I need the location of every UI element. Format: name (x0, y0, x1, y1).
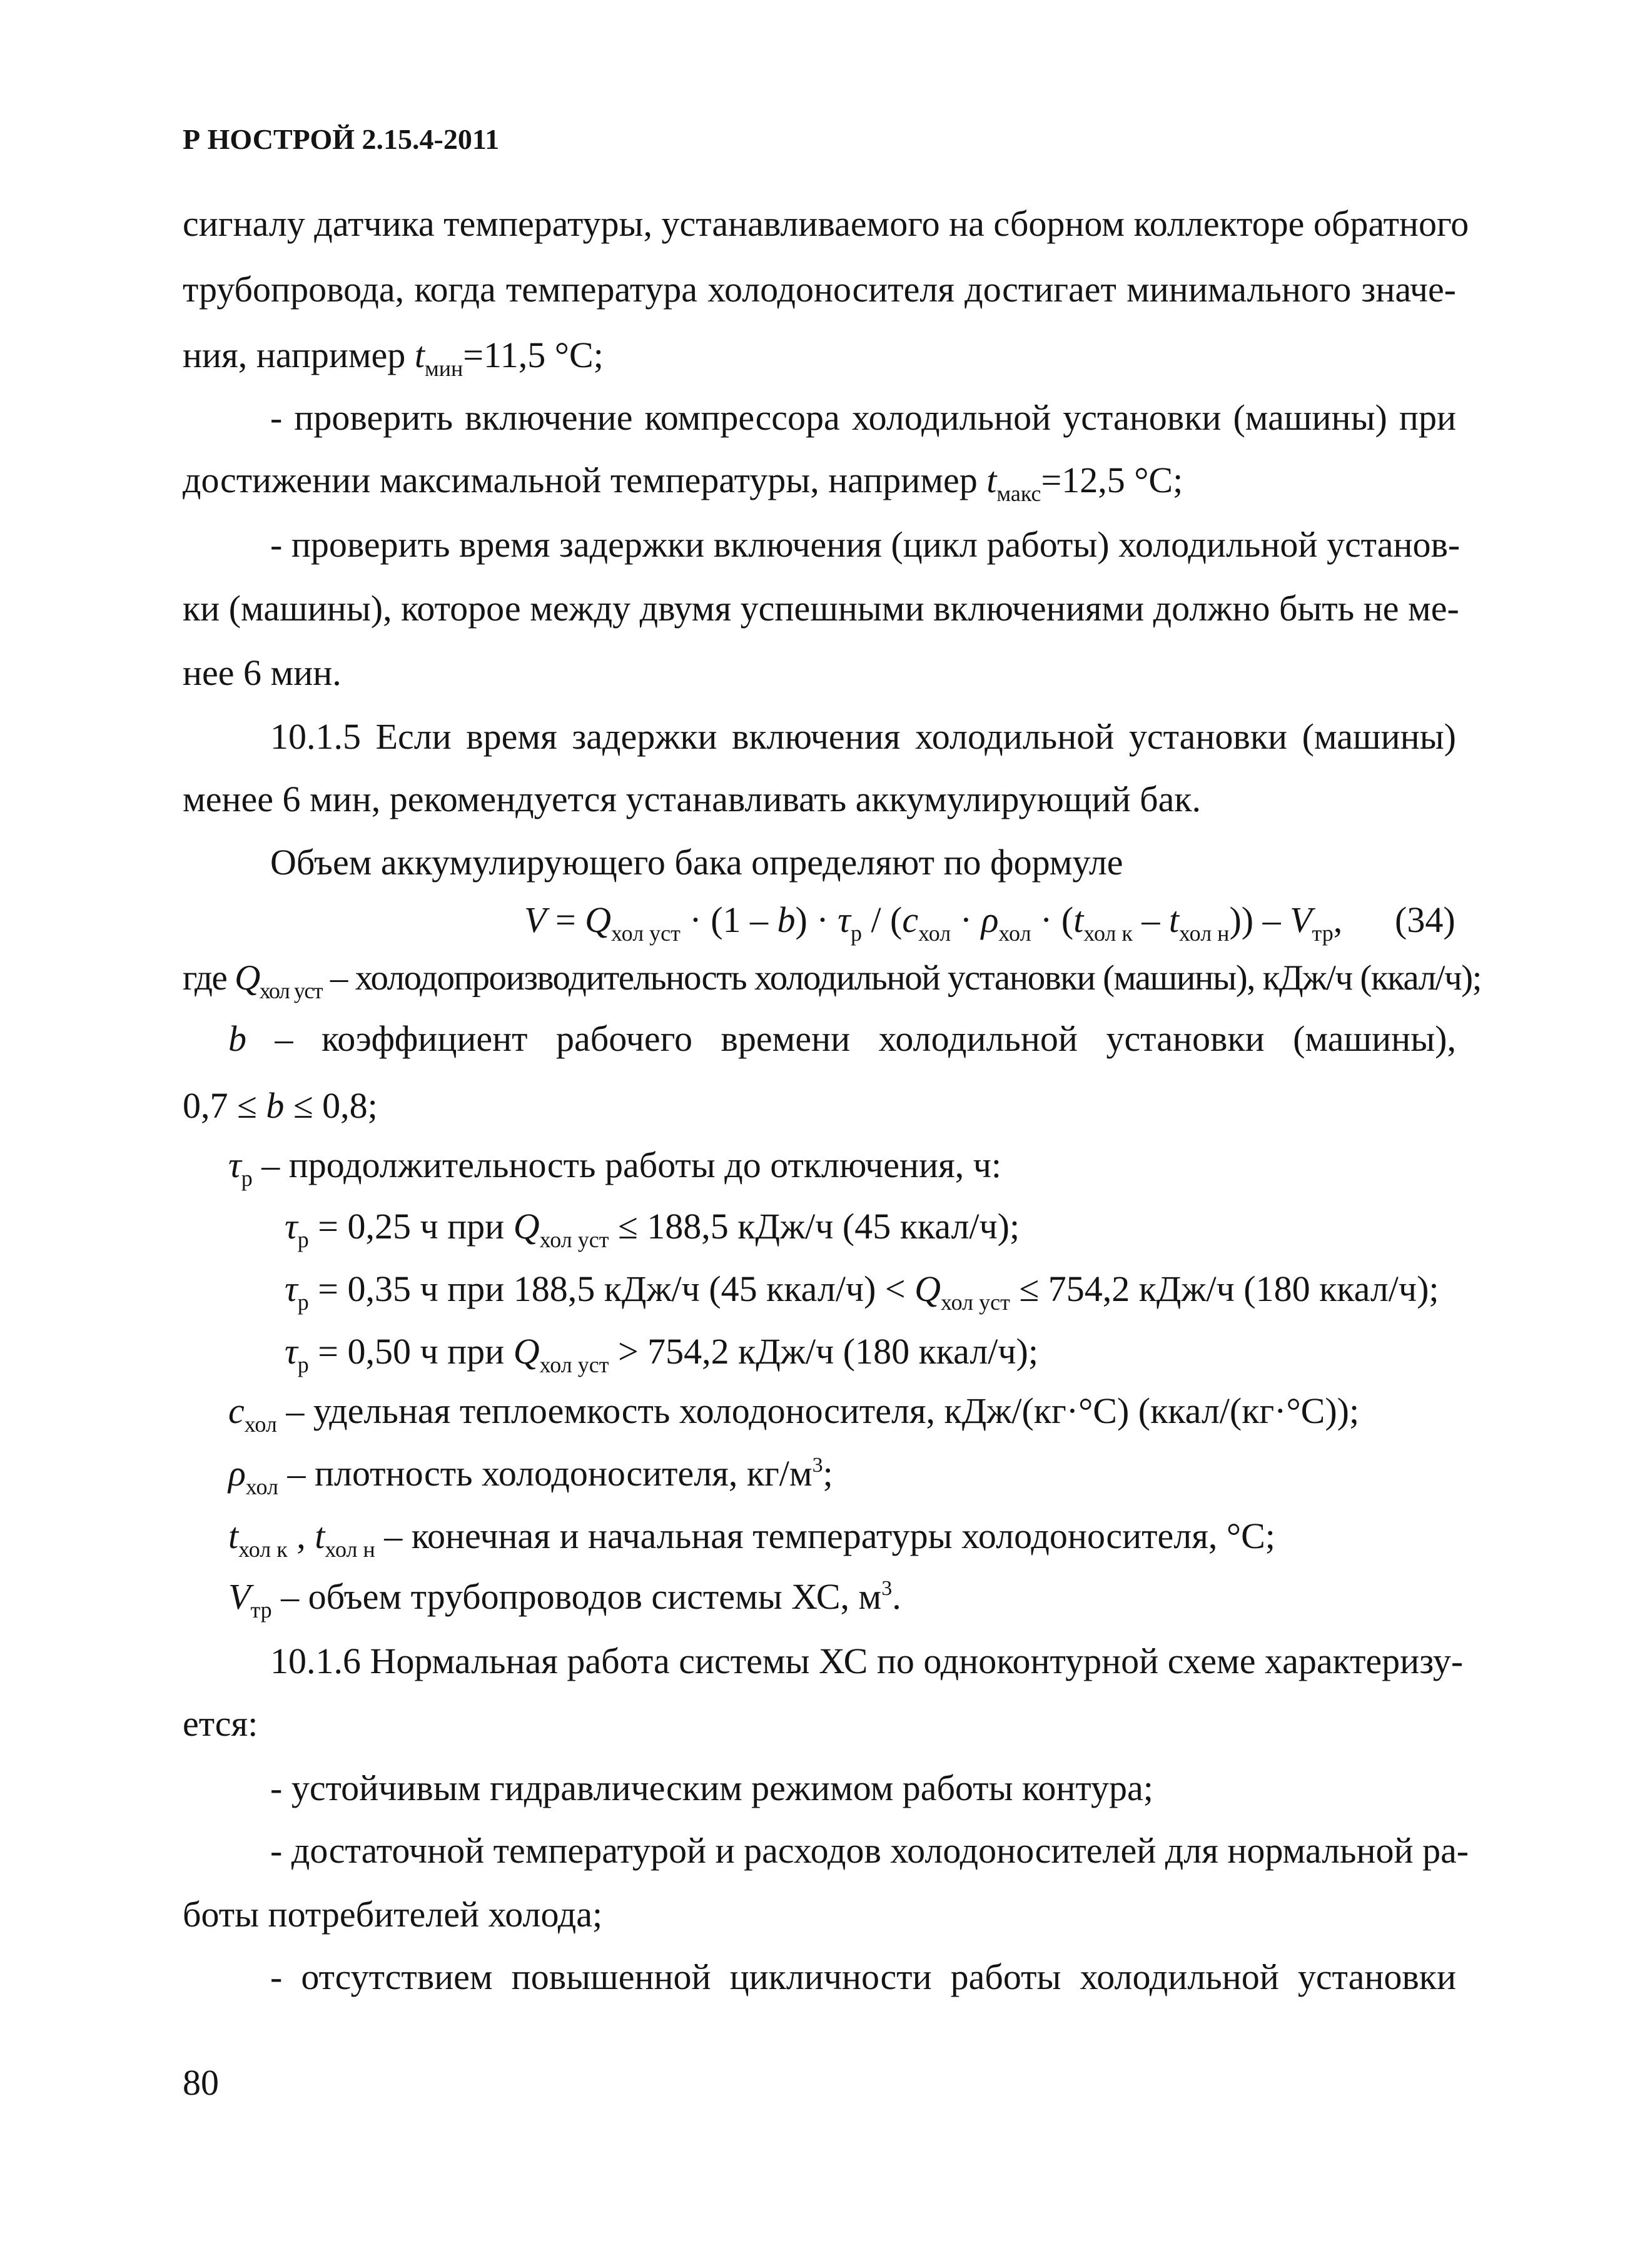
text-run: где (183, 958, 235, 998)
page-number: 80 (183, 2062, 219, 2103)
formula-symbol: t (315, 1516, 325, 1556)
text-line: нее 6 мин. (183, 652, 342, 693)
text-run: , (287, 1516, 315, 1556)
text-line: 10.1.6 Нормальная работа системы ХС по одноконтурной схеме характеризу- (270, 1641, 1464, 1681)
text-line (183, 958, 1481, 1003)
text-line: 10.1.5 Если время задержки включения холодильной установки (машины) (270, 716, 1456, 757)
text-line (183, 460, 1183, 506)
text-line: ется: (183, 1703, 258, 1744)
formula-symbol: Q (513, 1331, 540, 1372)
formula-symbol: t (1168, 899, 1180, 940)
text-run: – плотность холодоносителя, кг/м (278, 1453, 812, 1494)
text-line (228, 1145, 1002, 1191)
text-run: · ( (1031, 899, 1074, 940)
text-run: = (546, 899, 585, 940)
text-run: / ( (861, 899, 903, 940)
text-line (228, 1453, 833, 1499)
text-line: - проверить время задержки включения (цикл работы) холодильной установ- (270, 524, 1460, 565)
text-line: - проверить включение компрессора холодильной установки (машины) при (270, 397, 1456, 438)
formula-subscript: хол к (1083, 921, 1133, 946)
text-line (228, 1576, 901, 1623)
formula-subscript: хол (245, 1474, 278, 1499)
text-line (228, 1018, 1456, 1060)
formula-symbol: t (228, 1516, 239, 1556)
text-run: – (1132, 899, 1169, 940)
text-run: – коэффициент рабочего времени холодильной установки (машины), (246, 1018, 1456, 1059)
formula-subscript: хол н (1179, 921, 1230, 946)
formula-34 (524, 899, 1343, 946)
formula-symbol: c (228, 1390, 245, 1431)
text-line (285, 1206, 1020, 1252)
formula-symbol: τ (285, 1206, 298, 1247)
formula-symbol: t (1073, 899, 1084, 940)
formula-subscript: р (850, 921, 862, 946)
document-header: Р НОСТРОЙ 2.15.4-2011 (183, 123, 500, 155)
formula-subscript: р (241, 1166, 253, 1191)
formula-subscript: хол н (325, 1537, 375, 1562)
formula-symbol: b (228, 1018, 246, 1059)
text-run: – холодопроизводительность холодильной установки (машины), кДж/ч (ккал/ч); (322, 958, 1481, 998)
formula-symbol: Q (914, 1268, 941, 1309)
text-line (228, 1516, 1275, 1562)
text-run: – продолжительность работы до отключения, ч: (252, 1145, 1002, 1185)
formula-subscript: макс (996, 481, 1041, 506)
text-line (183, 335, 604, 381)
formula-subscript: тр (1312, 921, 1334, 946)
text-run: · (951, 899, 981, 940)
formula-number: (34) (1395, 899, 1455, 940)
text-run: 0,7 ≤ (183, 1085, 266, 1126)
formula-symbol: τ (838, 899, 851, 940)
formula-subscript: хол (998, 921, 1031, 946)
text-run: ; (823, 1453, 833, 1494)
formula-symbol: τ (285, 1331, 298, 1372)
formula-symbol: V (228, 1576, 251, 1617)
text-line (285, 1331, 1038, 1377)
formula-subscript: хол уст (539, 1227, 609, 1252)
formula-symbol: Q (585, 899, 612, 940)
text-line: ки (машины), которое между двумя успешными включениями должно быть не ме- (183, 588, 1459, 629)
text-run: – конечная и начальная температуры холодоносителя, °С; (375, 1516, 1275, 1556)
formula-symbol: τ (228, 1145, 241, 1185)
text-line: сигналу датчика температуры, устанавливаемого на сборном коллекторе обратного (183, 203, 1469, 244)
text-run: ) · (795, 899, 838, 940)
text-line: - устойчивым гидравлическим режимом работы контура; (270, 1768, 1153, 1808)
formula-symbol: ρ (981, 899, 999, 940)
formula-symbol: V (1290, 899, 1312, 940)
text-line (183, 1085, 378, 1126)
formula-subscript: мин (424, 356, 463, 381)
text-line: менее 6 мин, рекомендуется устанавливать аккумулирующий бак. (183, 779, 1202, 819)
formula-symbol: Q (513, 1206, 540, 1247)
text-run: . (892, 1576, 901, 1617)
text-run: ≤ 188,5 кДж/ч (45 ккал/ч); (609, 1206, 1020, 1247)
formula-subscript: р (297, 1352, 309, 1377)
formula-symbol: τ (285, 1268, 298, 1309)
formula-subscript: хол уст (539, 1352, 609, 1377)
text-run: = 0,50 ч при (308, 1331, 514, 1372)
text-line: трубопровода, когда температура холодоносителя достигает минимального значе- (183, 269, 1456, 310)
formula-subscript: хол (918, 921, 951, 946)
text-run: – объем трубопроводов системы ХС, м (271, 1576, 882, 1617)
formula-symbol: ρ (228, 1453, 246, 1494)
text-line: Объем аккумулирующего бака определяют по формуле (270, 842, 1123, 883)
text-run: =11,5 °С; (463, 335, 604, 375)
superscript: 3 (881, 1577, 893, 1600)
text-line: - достаточной температурой и расходов холодоносителей для нормальной ра- (270, 1830, 1469, 1871)
formula-symbol: t (986, 460, 997, 500)
formula-subscript: р (297, 1227, 309, 1252)
formula-symbol: b (777, 899, 796, 940)
text-line: - отсутствием повышенной цикличности работы холодильной установки (270, 1957, 1456, 1997)
text-run: ≤ 754,2 кДж/ч (180 ккал/ч); (1010, 1268, 1439, 1309)
formula-subscript: хол уст (611, 921, 681, 946)
text-run: = 0,25 ч при (308, 1206, 514, 1247)
text-line (228, 1390, 1360, 1437)
text-line (285, 1268, 1439, 1315)
superscript: 3 (812, 1454, 823, 1477)
text-line: боты потребителей холода; (183, 1894, 603, 1935)
text-run: · (1 – (680, 899, 777, 940)
formula-symbol: Q (235, 958, 260, 998)
formula-symbol: t (414, 335, 425, 375)
text-run: = 0,35 ч при 188,5 кДж/ч (45 ккал/ч) < (308, 1268, 915, 1309)
text-run: – удельная теплоемкость холодоносителя, кДж/(кг·°С) (ккал/(кг·°С)); (276, 1390, 1360, 1431)
text-run: =12,5 °С; (1041, 460, 1183, 500)
formula-subscript: р (297, 1290, 309, 1315)
formula-symbol: V (524, 899, 547, 940)
text-run: > 754,2 кДж/ч (180 ккал/ч); (609, 1331, 1038, 1372)
formula-subscript: тр (250, 1597, 272, 1623)
text-run: достижении максимальной температуры, например (183, 460, 987, 500)
text-run: ≤ 0,8; (284, 1085, 378, 1126)
formula-symbol: c (902, 899, 919, 940)
formula-subscript: хол к (238, 1537, 288, 1562)
formula-subscript: хол (244, 1412, 277, 1437)
text-run: )) – (1229, 899, 1290, 940)
formula-symbol: b (266, 1085, 285, 1126)
formula-subscript: хол уст (941, 1290, 1010, 1315)
formula-subscript: хол уст (259, 978, 323, 1003)
text-run: ния, например (183, 335, 415, 375)
text-run: , (1333, 899, 1343, 940)
